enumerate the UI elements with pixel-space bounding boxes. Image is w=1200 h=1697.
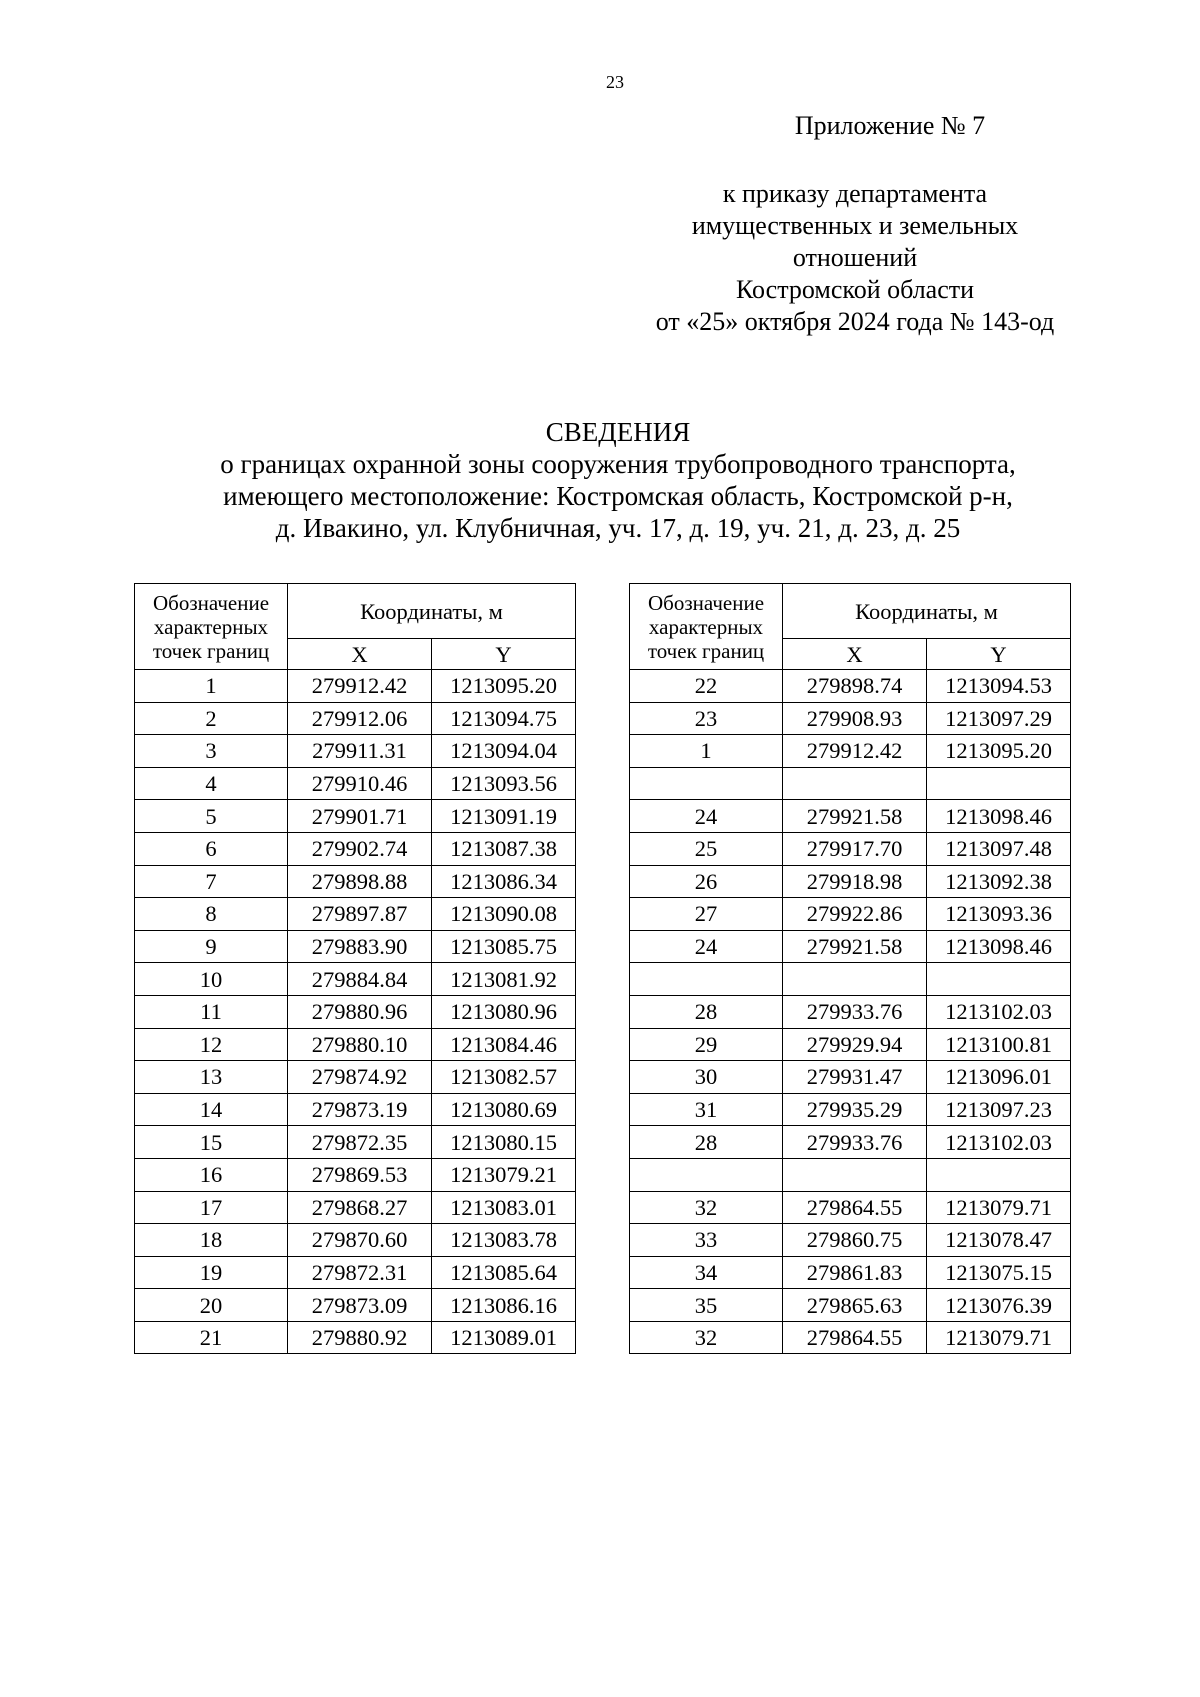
table-row	[630, 1321, 1071, 1354]
left-table-body	[135, 670, 576, 1354]
table-row	[630, 1224, 1071, 1257]
point-cell: 22	[630, 670, 783, 703]
point-cell: 34	[630, 1256, 783, 1289]
point-cell: 32	[630, 1321, 783, 1354]
table-row	[135, 735, 576, 768]
appendix-block	[620, 110, 1090, 338]
point-cell: 16	[135, 1158, 288, 1191]
header-x: X	[288, 639, 432, 670]
table-row	[630, 832, 1071, 865]
appendix-line-4: Костромской области	[735, 275, 975, 304]
y-cell: 1213093.56	[432, 767, 576, 800]
table-row	[135, 1061, 576, 1094]
point-cell: 5	[135, 800, 288, 833]
x-cell: 279922.86	[783, 898, 927, 931]
y-cell: 1213079.71	[927, 1191, 1071, 1224]
x-cell: 279912.06	[288, 702, 432, 735]
x-cell: 279873.09	[288, 1289, 432, 1322]
x-cell: 279910.46	[288, 767, 432, 800]
header-coordinates: Координаты, м	[288, 584, 576, 639]
x-cell: 279898.88	[288, 865, 432, 898]
x-cell: 279931.47	[783, 1061, 927, 1094]
header-points	[135, 584, 288, 670]
header-points-line-2: характерных	[153, 614, 269, 639]
x-cell: 279870.60	[288, 1224, 432, 1257]
document-heading	[0, 416, 1200, 544]
y-cell: 1213090.08	[432, 898, 576, 931]
y-cell	[927, 767, 1071, 800]
table-row	[630, 1256, 1071, 1289]
point-cell: 2	[135, 702, 288, 735]
y-cell: 1213087.38	[432, 832, 576, 865]
appendix-line-5: от «25» октября 2024 года № 143-од	[655, 307, 1055, 336]
y-cell: 1213082.57	[432, 1061, 576, 1094]
y-cell: 1213078.47	[927, 1224, 1071, 1257]
table-row	[135, 1126, 576, 1159]
heading-line-1: о границах охранной зоны сооружения трубопроводного транспорта,	[220, 449, 1016, 479]
x-cell: 279874.92	[288, 1061, 432, 1094]
y-cell: 1213094.04	[432, 735, 576, 768]
y-cell: 1213085.64	[432, 1256, 576, 1289]
table-row	[630, 1289, 1071, 1322]
header-points-line-1: Обозначение	[152, 590, 270, 615]
table-row	[135, 898, 576, 931]
point-cell: 13	[135, 1061, 288, 1094]
y-cell: 1213097.48	[927, 832, 1071, 865]
x-cell: 279935.29	[783, 1093, 927, 1126]
header-points	[630, 584, 783, 670]
x-cell: 279869.53	[288, 1158, 432, 1191]
table-row	[135, 865, 576, 898]
y-cell: 1213094.75	[432, 702, 576, 735]
y-cell: 1213080.69	[432, 1093, 576, 1126]
y-cell: 1213079.71	[927, 1321, 1071, 1354]
y-cell: 1213095.20	[927, 735, 1071, 768]
x-cell: 279864.55	[783, 1191, 927, 1224]
y-cell: 1213102.03	[927, 995, 1071, 1028]
table-row	[135, 670, 576, 703]
y-cell: 1213089.01	[432, 1321, 576, 1354]
y-cell: 1213085.75	[432, 930, 576, 963]
header-points-line-1: Обозначение	[647, 590, 765, 615]
point-cell: 24	[630, 930, 783, 963]
y-cell: 1213080.96	[432, 995, 576, 1028]
table-row	[135, 1321, 576, 1354]
point-cell	[630, 1158, 783, 1191]
x-cell: 279933.76	[783, 995, 927, 1028]
point-cell: 32	[630, 1191, 783, 1224]
appendix-line-1: к приказу департамента	[722, 179, 988, 208]
point-cell: 33	[630, 1224, 783, 1257]
table-row	[630, 995, 1071, 1028]
y-cell	[927, 1158, 1071, 1191]
point-cell: 8	[135, 898, 288, 931]
page-number: 23	[606, 72, 624, 92]
x-cell: 279861.83	[783, 1256, 927, 1289]
table-row	[630, 735, 1071, 768]
table-row	[630, 1093, 1071, 1126]
y-cell: 1213079.21	[432, 1158, 576, 1191]
point-cell	[630, 767, 783, 800]
table-row	[630, 898, 1071, 931]
table-row	[630, 865, 1071, 898]
y-cell	[927, 963, 1071, 996]
table-row	[135, 995, 576, 1028]
y-cell: 1213093.36	[927, 898, 1071, 931]
header-y: Y	[432, 639, 576, 670]
y-cell: 1213098.46	[927, 930, 1071, 963]
y-cell: 1213092.38	[927, 865, 1071, 898]
x-cell: 279860.75	[783, 1224, 927, 1257]
x-cell: 279918.98	[783, 865, 927, 898]
table-row	[630, 1061, 1071, 1094]
point-cell: 30	[630, 1061, 783, 1094]
x-cell: 279872.31	[288, 1256, 432, 1289]
heading-line-3: д. Ивакино, ул. Клубничная, уч. 17, д. 19, уч. 21, д. 23, д. 25	[275, 513, 961, 543]
y-cell: 1213081.92	[432, 963, 576, 996]
table-row	[630, 1126, 1071, 1159]
table-row	[630, 767, 1071, 800]
x-cell: 279880.92	[288, 1321, 432, 1354]
x-cell: 279921.58	[783, 930, 927, 963]
x-cell: 279902.74	[288, 832, 432, 865]
x-cell: 279872.35	[288, 1126, 432, 1159]
table-row	[630, 800, 1071, 833]
table-row	[135, 767, 576, 800]
x-cell: 279880.10	[288, 1028, 432, 1061]
point-cell: 4	[135, 767, 288, 800]
heading-line-2: имеющего местоположение: Костромская область, Костромской р-н,	[223, 481, 1013, 511]
point-cell: 11	[135, 995, 288, 1028]
y-cell: 1213084.46	[432, 1028, 576, 1061]
y-cell: 1213091.19	[432, 800, 576, 833]
x-cell: 279865.63	[783, 1289, 927, 1322]
x-cell: 279912.42	[288, 670, 432, 703]
header-coordinates: Координаты, м	[783, 584, 1071, 639]
y-cell: 1213098.46	[927, 800, 1071, 833]
y-cell: 1213083.01	[432, 1191, 576, 1224]
x-cell: 279921.58	[783, 800, 927, 833]
header-points-line-2: характерных	[648, 614, 764, 639]
right-table-body	[630, 670, 1071, 1354]
table-row	[135, 800, 576, 833]
point-cell: 31	[630, 1093, 783, 1126]
x-cell: 279912.42	[783, 735, 927, 768]
y-cell: 1213086.16	[432, 1289, 576, 1322]
table-row	[135, 930, 576, 963]
appendix-title: Приложение № 7	[794, 111, 986, 140]
y-cell: 1213100.81	[927, 1028, 1071, 1061]
table-row	[630, 963, 1071, 996]
table-row	[630, 930, 1071, 963]
table-row	[135, 1158, 576, 1191]
point-cell: 29	[630, 1028, 783, 1061]
table-row	[630, 1191, 1071, 1224]
y-cell: 1213097.23	[927, 1093, 1071, 1126]
point-cell: 1	[630, 735, 783, 768]
table-row	[135, 963, 576, 996]
table-row	[135, 832, 576, 865]
table-row	[135, 1028, 576, 1061]
y-cell: 1213095.20	[432, 670, 576, 703]
x-cell: 279911.31	[288, 735, 432, 768]
x-cell: 279873.19	[288, 1093, 432, 1126]
heading-title: СВЕДЕНИЯ	[545, 417, 691, 447]
x-cell: 279864.55	[783, 1321, 927, 1354]
x-cell: 279883.90	[288, 930, 432, 963]
y-cell: 1213094.53	[927, 670, 1071, 703]
x-cell: 279933.76	[783, 1126, 927, 1159]
point-cell: 27	[630, 898, 783, 931]
y-cell: 1213076.39	[927, 1289, 1071, 1322]
point-cell: 14	[135, 1093, 288, 1126]
table-row	[135, 1256, 576, 1289]
point-cell: 26	[630, 865, 783, 898]
table-row	[135, 702, 576, 735]
x-cell: 279868.27	[288, 1191, 432, 1224]
point-cell: 10	[135, 963, 288, 996]
point-cell: 25	[630, 832, 783, 865]
point-cell: 24	[630, 800, 783, 833]
y-cell: 1213097.29	[927, 702, 1071, 735]
table-row	[630, 702, 1071, 735]
point-cell: 6	[135, 832, 288, 865]
header-y: Y	[927, 639, 1071, 670]
point-cell: 35	[630, 1289, 783, 1322]
header-points-line-3: точек границ	[152, 638, 270, 663]
x-cell: 279901.71	[288, 800, 432, 833]
point-cell: 19	[135, 1256, 288, 1289]
y-cell: 1213080.15	[432, 1126, 576, 1159]
x-cell	[783, 767, 927, 800]
x-cell: 279917.70	[783, 832, 927, 865]
table-row	[135, 1289, 576, 1322]
point-cell: 1	[135, 670, 288, 703]
x-cell	[783, 1158, 927, 1191]
x-cell: 279898.74	[783, 670, 927, 703]
table-row	[135, 1191, 576, 1224]
table-row	[630, 1158, 1071, 1191]
y-cell: 1213075.15	[927, 1256, 1071, 1289]
point-cell: 17	[135, 1191, 288, 1224]
x-cell	[783, 963, 927, 996]
point-cell: 23	[630, 702, 783, 735]
point-cell: 28	[630, 1126, 783, 1159]
point-cell	[630, 963, 783, 996]
table-row	[135, 1093, 576, 1126]
point-cell: 21	[135, 1321, 288, 1354]
x-cell: 279908.93	[783, 702, 927, 735]
table-row	[630, 670, 1071, 703]
y-cell: 1213096.01	[927, 1061, 1071, 1094]
header-x: X	[783, 639, 927, 670]
point-cell: 7	[135, 865, 288, 898]
y-cell: 1213083.78	[432, 1224, 576, 1257]
point-cell: 12	[135, 1028, 288, 1061]
point-cell: 18	[135, 1224, 288, 1257]
appendix-line-3: отношений	[792, 243, 918, 272]
y-cell: 1213102.03	[927, 1126, 1071, 1159]
x-cell: 279880.96	[288, 995, 432, 1028]
point-cell: 15	[135, 1126, 288, 1159]
point-cell: 28	[630, 995, 783, 1028]
x-cell: 279929.94	[783, 1028, 927, 1061]
coordinates-table-left	[134, 583, 576, 1354]
table-row	[135, 1224, 576, 1257]
table-row	[630, 1028, 1071, 1061]
point-cell: 9	[135, 930, 288, 963]
appendix-line-2: имущественных и земельных	[691, 211, 1019, 240]
x-cell: 279884.84	[288, 963, 432, 996]
point-cell: 20	[135, 1289, 288, 1322]
coordinates-table-right	[629, 583, 1071, 1354]
header-points-line-3: точек границ	[647, 638, 765, 663]
y-cell: 1213086.34	[432, 865, 576, 898]
x-cell: 279897.87	[288, 898, 432, 931]
point-cell: 3	[135, 735, 288, 768]
